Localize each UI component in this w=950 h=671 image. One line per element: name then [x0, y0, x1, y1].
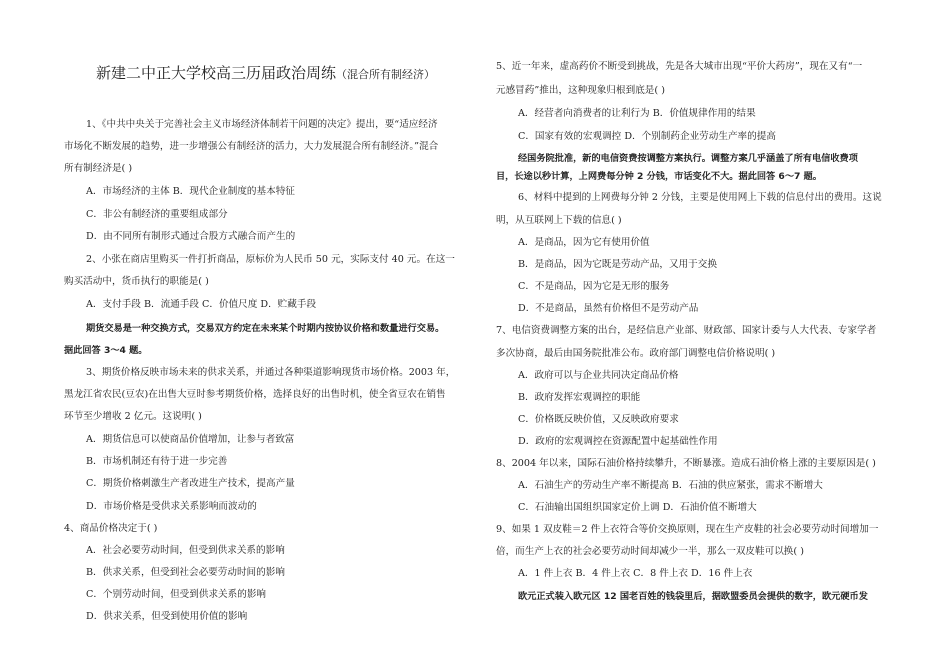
text-line: 7、电信资费调整方案的出台，是经信息产业部、财政部、国家计委与人大代表、专家学者: [496, 325, 877, 336]
material-text: 期货交易是一种交换方式，交易双方约定在未来某个时期内按协议价格和数量进行交易。: [86, 323, 445, 334]
material-text: 经国务院批准，新的电信资费按调整方案执行。调整方案几乎涵盖了所有电信收费项: [518, 153, 858, 164]
text-line: A．市场经济的主体 B．现代企业制度的基本特征: [86, 186, 295, 197]
text-line: D．市场价格是受供求关系影响而波动的: [86, 501, 257, 512]
text-line: D．供求关系，但受到使用价值的影响: [86, 611, 248, 622]
text-line: A．经营者向消费者的让利行为 B．价值规律作用的结果: [518, 108, 756, 119]
text-line: A．石油生产的劳动生产率不断提高 B．石油的供应紧张，需求不断增大: [518, 480, 823, 491]
text-line: B．供求关系，但受到社会必要劳动时间的影响: [86, 567, 285, 578]
text-line: B．是商品，因为它既是劳动产品，又用于交换: [518, 259, 717, 270]
text-line: A．1 件上衣 B．4 件上衣 C．8 件上衣 D．16 件上衣: [518, 568, 753, 579]
text-line: 5、近一年来，虚高药价不断受到挑战，先是各大城市出现“平价大药房”，现在又有“一: [496, 61, 863, 72]
text-line: 环节至少增收 2 亿元。这说明( ): [64, 411, 202, 422]
text-line: C．国家有效的宏观调控 D．个别制药企业劳动生产率的提高: [518, 131, 776, 142]
text-line: A．社会必要劳动时间，但受到供求关系的影响: [86, 545, 285, 556]
text-line: B．市场机制还有待于进一步完善: [86, 456, 228, 467]
text-line: 明，从互联网上下载的信息( ): [496, 215, 622, 226]
text-line: 黑龙江省农民(豆农)在出售大豆时参考期货价格，选择良好的出售时机，使全省豆农在销售: [64, 389, 446, 400]
text-line: D．由不同所有制形式通过合股方式融合而产生的: [86, 231, 296, 242]
text-line: C．个别劳动时间，但受到供求关系的影响: [86, 589, 267, 600]
text-line: A．政府可以与企业共同决定商品价格: [518, 370, 679, 381]
text-line: 9、如果 1 双皮鞋＝2 件上衣符合等价交换原则，现在生产皮鞋的社会必要劳动时间增加一: [496, 524, 879, 535]
text-line: A．支付手段 B．流通手段 C．价值尺度 D．贮藏手段: [86, 299, 317, 310]
text-line: 6、材料中提到的上网费每分钟 2 分钱，主要是使用网上下载的信息付出的费用。这说: [518, 192, 882, 203]
text-line: C．石油输出国组织国家定价上调 D．石油价值不断增大: [518, 502, 757, 513]
text-line: 购买活动中，货币执行的职能是( ): [64, 276, 209, 287]
text-line: B．政府发挥宏观调控的职能: [518, 392, 641, 403]
material-text: 欧元正式装入欧元区 12 国老百姓的钱袋里后，据欧盟委员会提供的数字，欧元硬币发: [518, 591, 868, 602]
text-line: 8、2004 年以来，国际石油价格持续攀升，不断暴涨。造成石油价格上涨的主要原因是( ): [496, 458, 876, 469]
text-line: 所有制经济是( ): [64, 163, 133, 174]
title-sub: （混合所有制经济）: [336, 68, 436, 81]
text-line: 4、商品价格决定于( ): [64, 523, 158, 534]
text-line: D．不是商品，虽然有价格但不是劳动产品: [518, 303, 699, 314]
title-main: 新建二中正大学校高三历届政治周练: [96, 64, 337, 82]
text-line: C．不是商品，因为它是无形的服务: [518, 281, 670, 292]
text-line: 2、小张在商店里购买一件打折商品，原标价为人民币 50 元，实际支付 40 元。在这一: [86, 254, 455, 265]
text-line: 倍，而生产上衣的社会必要劳动时间却减少一半，那么一双皮鞋可以换( ): [496, 546, 804, 557]
text-line: A．是商品，因为它有使用价值: [518, 237, 650, 248]
material-text: 据此回答 3～4 题。: [64, 345, 148, 356]
text-line: D．政府的宏观调控在资源配置中起基础性作用: [518, 436, 718, 447]
text-line: C．价格既反映价值，又反映政府要求: [518, 414, 679, 425]
text-line: 3、期货价格反映市场未来的供求关系，并通过各种渠道影响现货市场价格。2003 年，: [86, 367, 456, 378]
material-text: 目，长途以秒计算，上网费每分钟 2 分钱，市话变化不大。据此回答 6～7 题。: [496, 171, 822, 182]
text-line: C．非公有制经济的重要组成部分: [86, 209, 228, 220]
text-line: 市场化不断发展的趋势，进一步增强公有制经济的活力，大力发展混合所有制经济。”混合: [64, 141, 439, 152]
text-line: 元感冒药”推出，这种现象归根到底是( ): [496, 85, 665, 96]
page-title: [96, 62, 466, 83]
text-line: 1、《中共中央关于完善社会主义市场经济体制若干问题的决定》提出，要“适应经济: [86, 119, 438, 130]
text-line: C．期货价格刺激生产者改进生产技术，提高产量: [86, 478, 295, 489]
text-line: A．期货信息可以使商品价值增加，让参与者致富: [86, 434, 295, 445]
text-line: 多次协商，最后由国务院批准公布。政府部门调整电信价格说明( ): [496, 348, 776, 359]
